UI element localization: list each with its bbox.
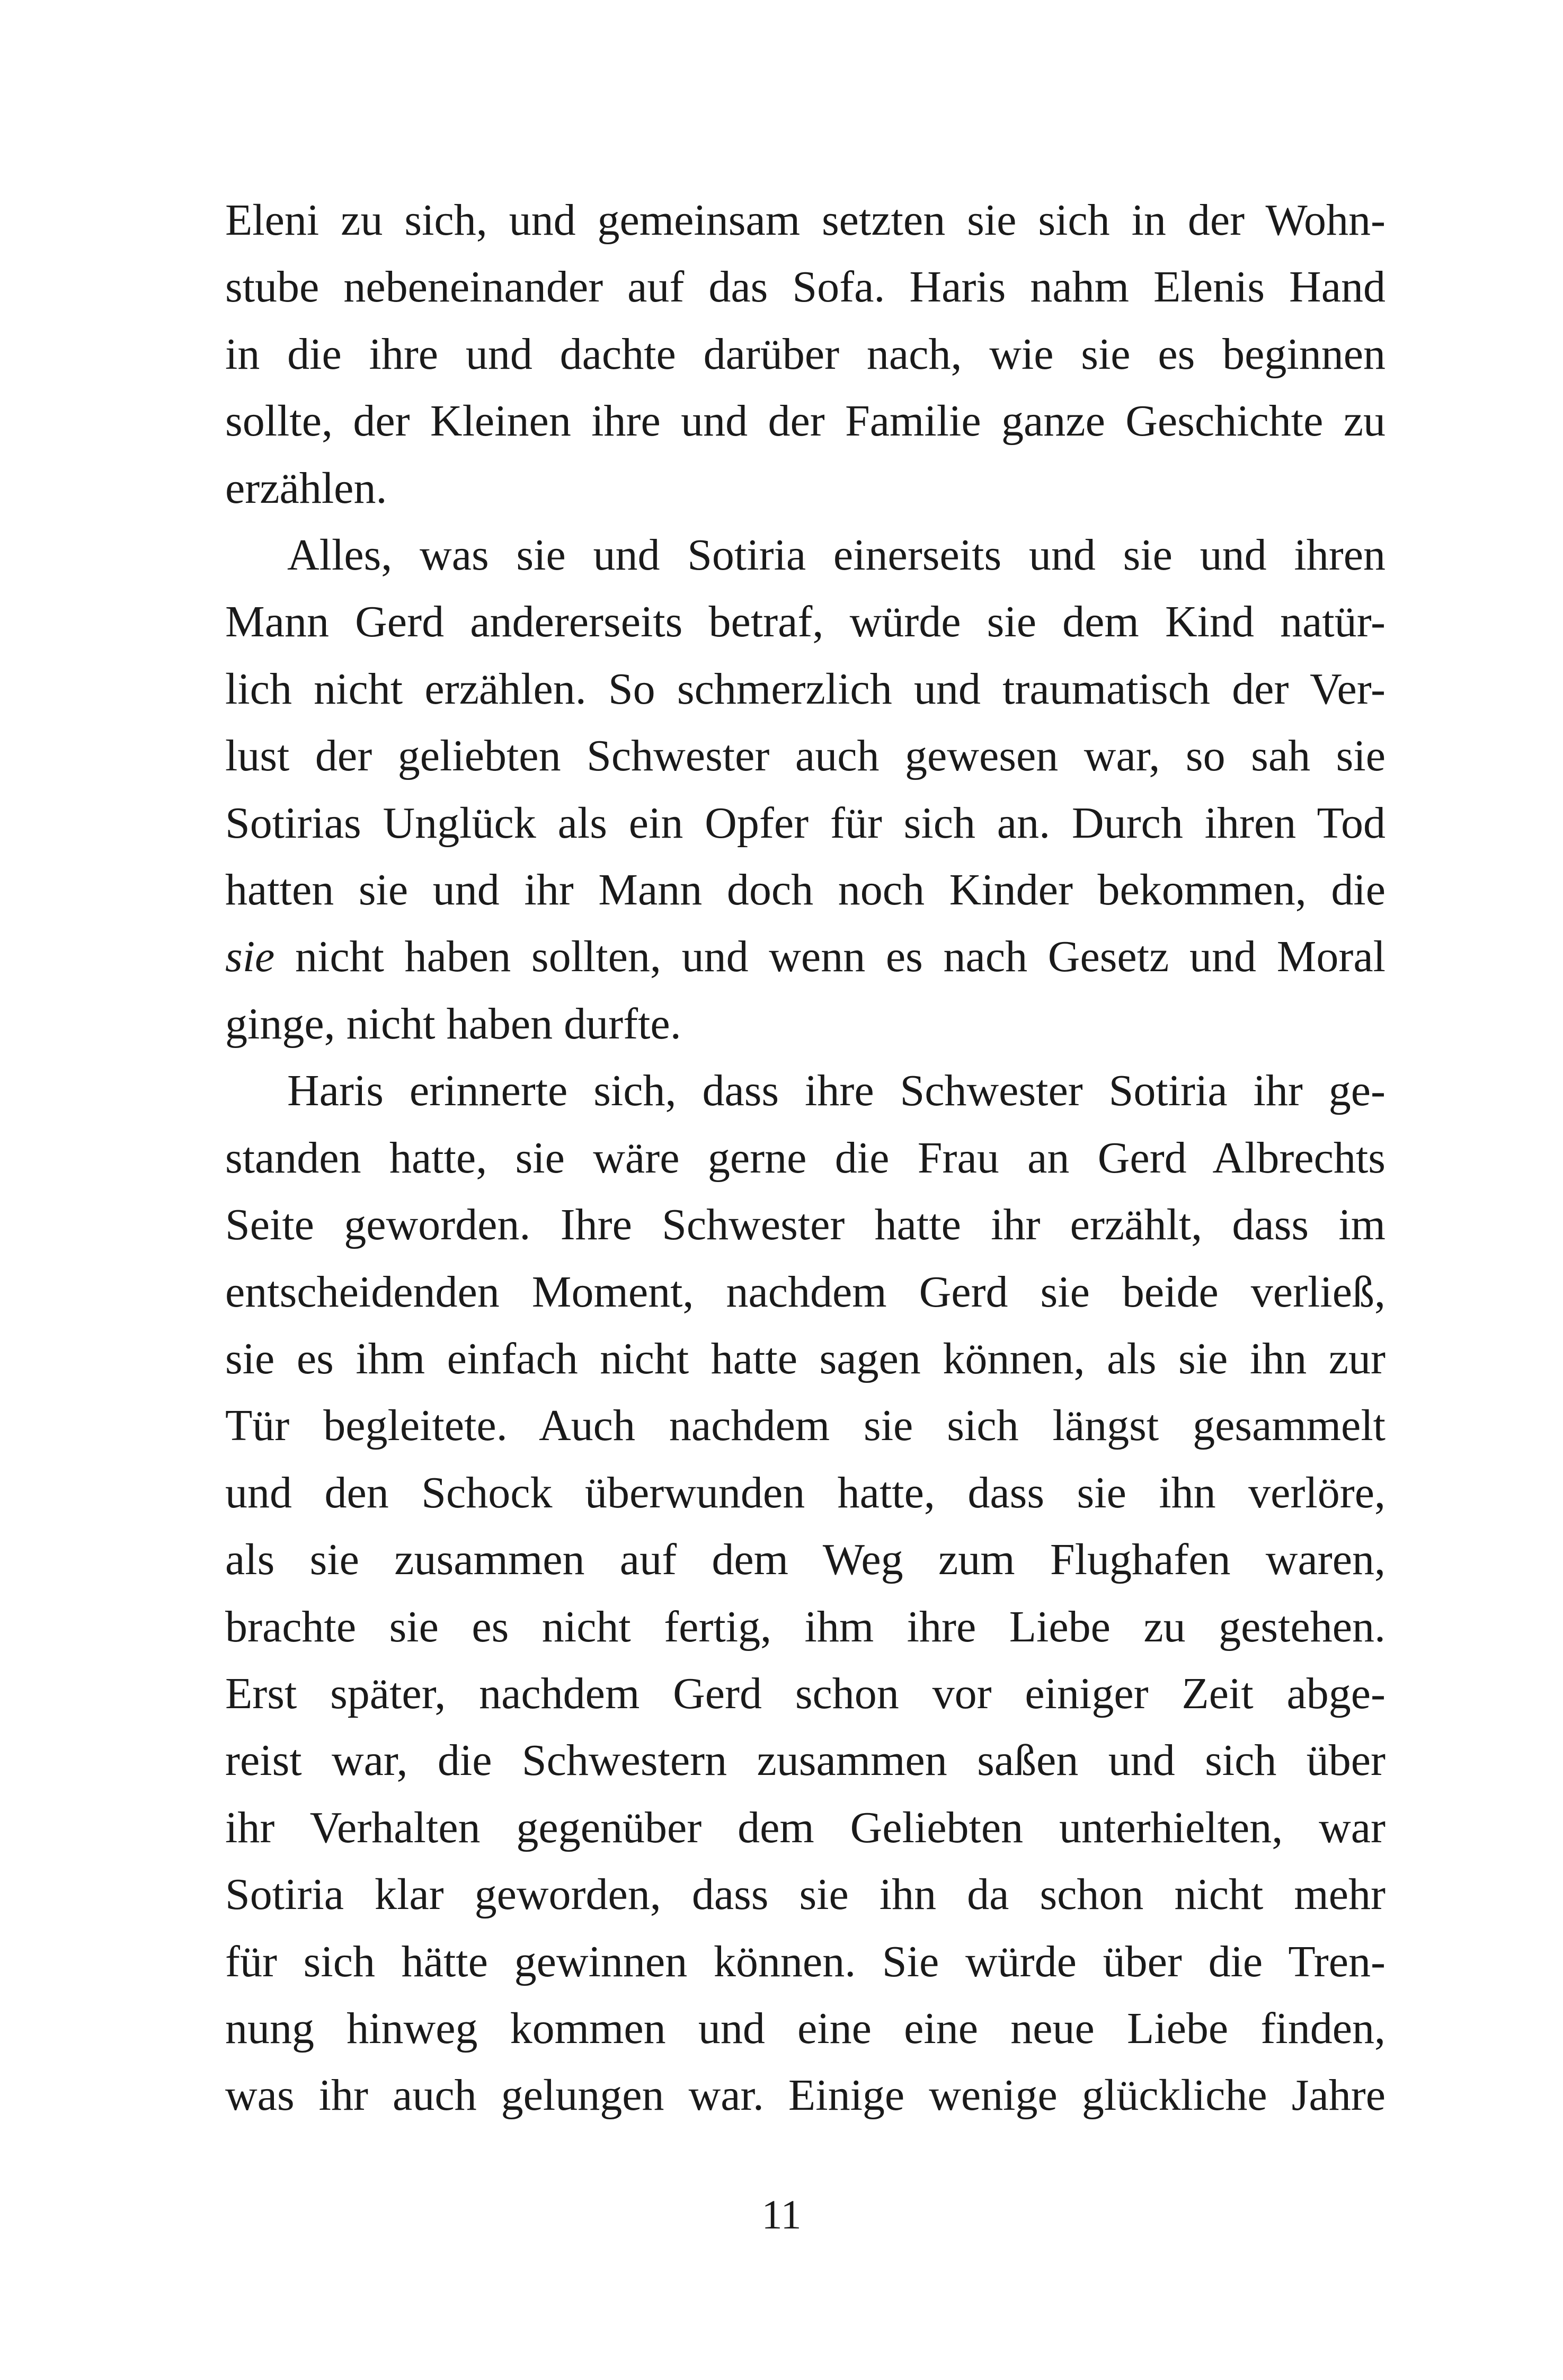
text-line: Eleni zu sich, und gemeinsam setzten sie sich in der Wohn- <box>225 196 1386 245</box>
text-line: sie es ihm einfach nicht hatte sagen können, als sie ihn zur <box>225 1334 1386 1383</box>
paragraph-3 <box>225 1058 1386 2129</box>
text-line: lust der geliebten Schwester auch gewesen war, so sah sie <box>225 731 1386 781</box>
text-line: Alles, was sie und Sotiria einerseits und sie und ihren <box>287 530 1386 580</box>
paragraph-1 <box>225 187 1386 522</box>
page-body <box>225 187 1386 2129</box>
text-line: Sotirias Unglück als ein Opfer für sich an. Durch ihren Tod <box>225 798 1386 848</box>
emphasized-word: sie <box>225 932 275 982</box>
text-line: reist war, die Schwestern zusammen saßen und sich über <box>225 1736 1386 1786</box>
text-line: und den Schock überwunden hatte, dass sie ihn verlöre, <box>225 1468 1386 1517</box>
text-line-rest: nicht haben sollten, und wenn es nach Gesetz und Moral <box>274 932 1386 982</box>
page-number: 11 <box>761 2191 802 2237</box>
text-line: Tür begleitete. Auch nachdem sie sich längst gesammelt <box>225 1401 1386 1451</box>
text-line: als sie zusammen auf dem Weg zum Flughafen waren, <box>225 1535 1386 1585</box>
text-line: ginge, nicht haben durfte. <box>225 999 681 1049</box>
text-line: für sich hätte gewinnen können. Sie würde über die Tren- <box>225 1937 1386 1986</box>
text-line: erzählen. <box>225 463 387 513</box>
text-line: Seite geworden. Ihre Schwester hatte ihr erzählt, dass im <box>225 1200 1386 1250</box>
text-line: in die ihre und dachte darüber nach, wie sie es beginnen <box>225 329 1386 379</box>
text-line: lich nicht erzählen. So schmerzlich und traumatisch der Ver- <box>225 664 1386 714</box>
text-line: entscheidenden Moment, nachdem Gerd sie beide verließ, <box>225 1267 1386 1317</box>
text-line: brachte sie es nicht fertig, ihm ihre Liebe zu gestehen. <box>225 1602 1386 1651</box>
text-line <box>225 923 1386 990</box>
text-line: hatten sie und ihr Mann doch noch Kinder bekommen, die <box>225 865 1386 915</box>
text-line: nung hinweg kommen und eine eine neue Liebe finden, <box>225 2003 1386 2053</box>
paragraph-2 <box>225 522 1386 1058</box>
text-line: stube nebeneinander auf das Sofa. Haris nahm Elenis Hand <box>225 262 1386 312</box>
text-line: sollte, der Kleinen ihre und der Familie ganze Geschichte zu <box>225 396 1386 446</box>
text-line: Haris erinnerte sich, dass ihre Schwester Sotiria ihr ge- <box>287 1066 1386 1116</box>
text-line: Mann Gerd andererseits betraf, würde sie dem Kind natür- <box>225 597 1386 647</box>
text-line: was ihr auch gelungen war. Einige wenige glückliche Jahre <box>225 2071 1386 2120</box>
text-line: Erst später, nachdem Gerd schon vor einiger Zeit abge- <box>225 1668 1386 1718</box>
text-line: ihr Verhalten gegenüber dem Geliebten unterhielten, war <box>225 1802 1386 1852</box>
text-line: standen hatte, sie wäre gerne die Frau an Gerd Albrechts <box>225 1133 1386 1183</box>
text-line: Sotiria klar geworden, dass sie ihn da schon nicht mehr <box>225 1870 1386 1920</box>
